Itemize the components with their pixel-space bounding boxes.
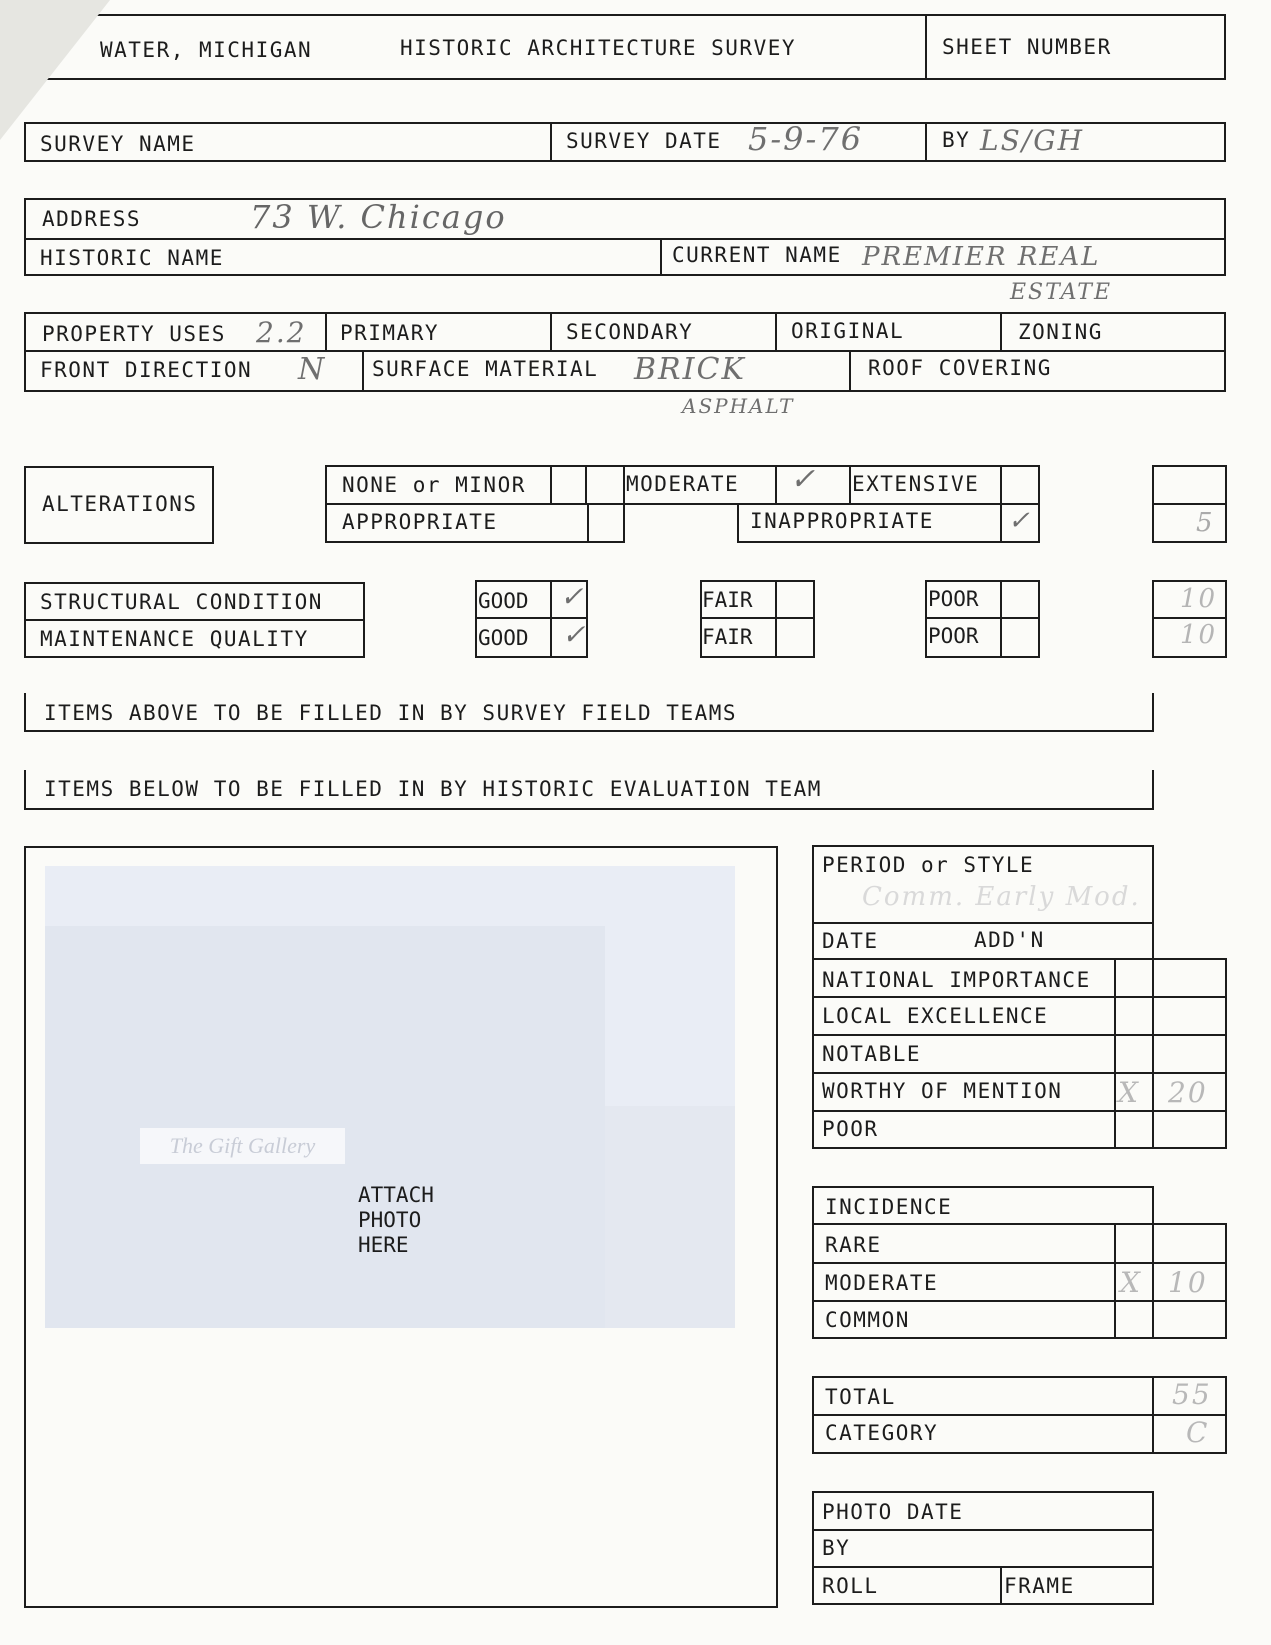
survey-name-label: SURVEY NAME (40, 132, 196, 156)
eval-score-column (1114, 958, 1227, 1149)
alt-extensive-left (849, 465, 851, 505)
structural-label: STRUCTURAL CONDITION (40, 590, 323, 614)
alt-inappropriate: INAPPROPRIATE (750, 509, 934, 533)
incidence-moderate-mark: X (1120, 1266, 1142, 1299)
total-divider (812, 1414, 1227, 1416)
good-check-left (550, 580, 552, 658)
alt-none-minor: NONE or MINOR (342, 473, 526, 497)
surface-material-value: BRICK (634, 352, 746, 387)
eval-line-worthy (812, 1072, 1227, 1074)
addn-label: ADD'N (974, 928, 1045, 952)
note-above: ITEMS ABOVE TO BE FILLED IN BY SURVEY FIELD TEAMS (44, 701, 738, 725)
attach-photo-line-2: PHOTO (358, 1208, 422, 1232)
sheet-number-label: SHEET NUMBER (942, 35, 1112, 59)
alt-row-2-bottom-left (325, 541, 625, 543)
survey-divider-1 (550, 122, 552, 162)
alterations-label: ALTERATIONS (42, 492, 198, 516)
roll-label: ROLL (822, 1574, 879, 1598)
eval-line-national (812, 958, 1227, 960)
survey-by-value: LS/GH (980, 124, 1084, 157)
structural-good: GOOD (478, 589, 529, 613)
photo-info-line-2 (812, 1566, 1154, 1568)
alt-none-check-left (550, 465, 552, 505)
structural-fair: FAIR (702, 588, 753, 612)
photo-info-line-1 (812, 1529, 1154, 1531)
alt-appropriate: APPROPRIATE (342, 510, 498, 534)
incidence-rare: RARE (825, 1233, 882, 1257)
alt-inappropriate-mark: ✓ (1008, 506, 1032, 536)
incidence-moderate: MODERATE (825, 1271, 939, 1295)
inc-line-rare (812, 1223, 1227, 1225)
fair-divider (700, 617, 815, 619)
current-name-divider (660, 238, 662, 276)
eval-line-notable (812, 1034, 1227, 1036)
maintenance-fair: FAIR (702, 625, 753, 649)
header-city: WATER, MICHIGAN (100, 38, 313, 62)
address-label: ADDRESS (42, 207, 142, 231)
alt-moderate-left (623, 465, 625, 543)
survey-date-label: SURVEY DATE (566, 129, 722, 153)
total-value: 55 (1172, 1378, 1212, 1411)
period-label: PERIOD or STYLE (822, 853, 1035, 877)
attach-photo-line-1: ATTACH (358, 1183, 434, 1207)
frame-label: FRAME (1004, 1574, 1075, 1598)
roof-covering-label: ROOF COVERING (868, 356, 1052, 380)
header-divider (925, 14, 927, 80)
date-label: DATE (822, 929, 879, 953)
maintenance-good: GOOD (478, 626, 529, 650)
local-excellence: LOCAL EXCELLENCE (822, 1004, 1049, 1028)
current-name-value-1: PREMIER REAL (862, 242, 1101, 272)
address-divider (24, 238, 1226, 240)
photo-info-frame-divider (1000, 1566, 1002, 1605)
original-label: ORIGINAL (791, 319, 905, 343)
worthy-of-mention: WORTHY OF MENTION (822, 1079, 1063, 1103)
total-label: TOTAL (825, 1385, 896, 1409)
historic-name-label: HISTORIC NAME (40, 246, 224, 270)
property-col-4 (1000, 312, 1002, 352)
period-value: Comm. Early Mod. (862, 882, 1141, 912)
alt-moderate: MODERATE (626, 472, 740, 496)
maintenance-label: MAINTENANCE QUALITY (40, 627, 309, 651)
fair-check-left (775, 580, 777, 658)
national-importance: NATIONAL IMPORTANCE (822, 968, 1091, 992)
incidence-common: COMMON (825, 1308, 910, 1332)
category-value: C (1186, 1416, 1210, 1449)
note-below: ITEMS BELOW TO BE FILLED IN BY HISTORIC EVALUATION TEAM (44, 777, 822, 801)
photo-date-label: PHOTO DATE (822, 1500, 964, 1524)
eval-poor: POOR (822, 1117, 879, 1141)
alt-extensive: EXTENSIVE (852, 472, 980, 496)
current-name-label: CURRENT NAME (672, 243, 842, 267)
alterations-score: 5 (1196, 508, 1215, 538)
zoning-label: ZONING (1018, 320, 1103, 344)
alt-moderate-mark: ✓ (790, 462, 818, 497)
surface-material-label: SURFACE MATERIAL (372, 357, 599, 381)
eval-line-poor (812, 1110, 1227, 1112)
attach-photo-line-3: HERE (358, 1233, 409, 1257)
attached-photo (45, 866, 735, 1328)
alterations-score-divider (1152, 503, 1227, 505)
secondary-label: SECONDARY (566, 320, 694, 344)
structural-good-mark: ✓ (560, 580, 586, 613)
worthy-score: 20 (1168, 1076, 1208, 1109)
property-divider (24, 350, 1226, 352)
notable: NOTABLE (822, 1042, 922, 1066)
incidence-label: INCIDENCE (825, 1195, 953, 1219)
property-col-5 (362, 350, 364, 392)
primary-label: PRIMARY (340, 321, 440, 345)
alt-row-2-left (325, 503, 327, 543)
survey-divider-2 (925, 122, 927, 162)
property-col-6 (849, 350, 851, 392)
eval-line-local (812, 996, 1227, 998)
structural-score: 10 (1180, 584, 1218, 614)
roof-covering-value: ASPHALT (682, 394, 795, 418)
property-uses-label: PROPERTY USES (42, 322, 226, 346)
address-value: 73 W. Chicago (250, 198, 507, 236)
photo-building (45, 926, 605, 1328)
photo-by-label: BY (822, 1536, 851, 1560)
alt-none-check-right (585, 465, 587, 505)
property-uses-value: 2.2 (256, 316, 307, 349)
worthy-mark: X (1118, 1076, 1140, 1109)
maintenance-good-mark: ✓ (562, 618, 588, 651)
maintenance-poor: POOR (928, 624, 979, 648)
incidence-moderate-score: 10 (1168, 1266, 1208, 1299)
folded-corner (0, 0, 110, 140)
header-title: HISTORIC ARCHITECTURE SURVEY (400, 36, 797, 60)
structural-poor: POOR (928, 587, 979, 611)
inc-line-moderate (812, 1262, 1227, 1264)
poor-divider (925, 617, 1040, 619)
maintenance-score: 10 (1180, 620, 1218, 650)
category-label: CATEGORY (825, 1421, 939, 1445)
eval-line-date (812, 922, 1154, 924)
property-col-1 (325, 312, 327, 352)
condition-label-divider (24, 619, 365, 621)
current-name-value-2: ESTATE (1010, 280, 1113, 305)
alt-appropriate-check-left (587, 503, 589, 543)
photo-building-side (605, 1106, 735, 1328)
property-col-3 (775, 312, 777, 352)
alt-moderate-check-left (775, 465, 777, 505)
condition-score-divider (1152, 617, 1227, 619)
survey-by-label: BY (942, 128, 971, 152)
inc-line-common (812, 1300, 1227, 1302)
front-direction-value: N (298, 352, 327, 387)
front-direction-label: FRONT DIRECTION (40, 358, 253, 382)
total-score-divider (1152, 1376, 1154, 1454)
poor-check-left (1000, 580, 1002, 658)
photo-sign: The Gift Gallery (140, 1128, 345, 1164)
property-col-2 (550, 312, 552, 352)
survey-date-value: 5-9-76 (748, 120, 864, 158)
